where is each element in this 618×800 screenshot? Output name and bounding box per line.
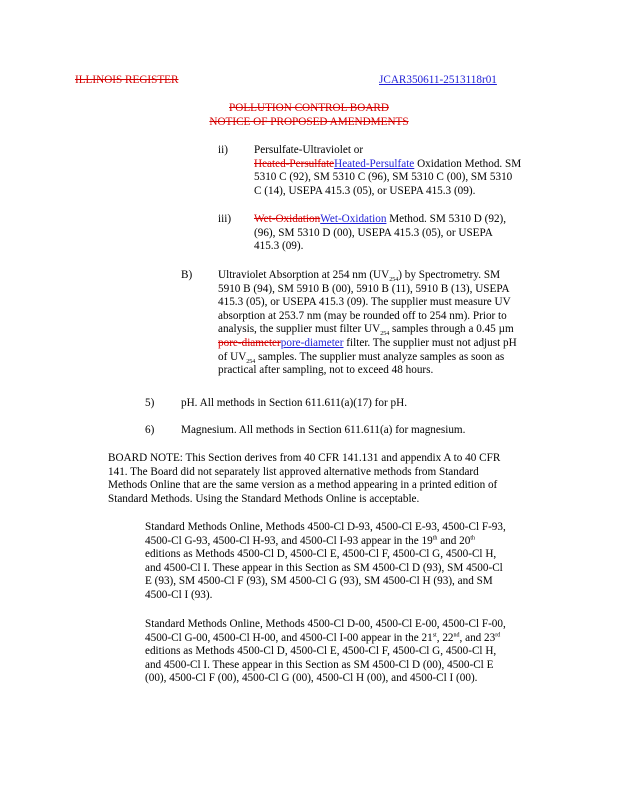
item-b-line: 5910 B (94), SM 5910 B (00), 5910 B (11), 5910 B (13), USEPA xyxy=(218,282,510,295)
text-run: Ultraviolet Absorption at 254 nm (UV xyxy=(218,269,390,281)
inserted-text: pore-diameter xyxy=(280,336,344,349)
item-b-line: practical after sampling, not to exceed 48 hours. xyxy=(218,364,434,377)
item-6-number: 6) xyxy=(145,424,155,436)
subscript: 254 xyxy=(246,358,256,365)
text-run: , and 23 xyxy=(459,631,496,644)
text-run: samples. The supplier must analyze samples as soon as xyxy=(255,350,505,363)
board-note-line: Standard Methods. Using the Standard Methods Online is acceptable. xyxy=(108,492,420,505)
inserted-text: Wet-Oxidation xyxy=(320,213,387,225)
item-iii-number: iii) xyxy=(218,213,232,225)
methods-paragraph-93 xyxy=(145,521,585,603)
item-b-number: B) xyxy=(181,269,193,281)
item-b-line xyxy=(218,269,578,283)
text-run: ) by Spectrometry. SM xyxy=(398,269,501,281)
superscript: th xyxy=(432,534,438,541)
paragraph-line xyxy=(145,535,585,549)
paragraph-line: editions as Methods 4500-Cl D, 4500-Cl E, 4500-Cl F, 4500-Cl G, 4500-Cl H, xyxy=(145,645,497,658)
register-header: ILLINOIS REGISTER xyxy=(75,74,179,86)
item-b-text xyxy=(218,269,578,378)
item-b-line: 415.3 (05), or USEPA 415.3 (09). The supplier must measure UV xyxy=(218,296,511,309)
item-6-text: Magnesium. All methods in Section 611.611(a) for magnesium. xyxy=(181,424,466,436)
item-iii-line: 415.3 (09). xyxy=(254,240,304,253)
item-5-text: pH. All methods in Section 611.611(a)(17) for pH. xyxy=(181,397,407,409)
paragraph-line: and 4500-Cl I. These appear in this Section as SM 4500-Cl D (93), SM 4500-Cl xyxy=(145,561,503,574)
text-run: of UV xyxy=(218,350,247,363)
paragraph-line xyxy=(145,632,585,646)
item-b-line xyxy=(218,323,578,337)
deleted-text: Wet-Oxidation xyxy=(254,213,321,225)
inserted-text: Heated-Persulfate xyxy=(334,157,415,170)
item-ii-number: ii) xyxy=(218,144,228,156)
item-5-number: 5) xyxy=(145,397,155,409)
item-b-line: absorption at 253.7 nm (may be rounded off to 254 nm). Prior to xyxy=(218,309,507,322)
board-note-line: BOARD NOTE: This Section derives from 40 CFR 141.131 and appendix A to 40 CFR xyxy=(108,452,501,464)
text-run: and 20 xyxy=(437,534,471,547)
board-note-line: Methods Online that are the same version as a method appearing in a printed edition of xyxy=(108,479,498,492)
paragraph-line: 4500-Cl I (93). xyxy=(145,588,213,601)
board-title: POLLUTION CONTROL BOARD xyxy=(229,102,389,114)
item-ii-line: Persulfate-Ultraviolet or xyxy=(254,144,364,156)
deleted-text: pore-diameter xyxy=(218,336,281,349)
board-note xyxy=(108,452,578,506)
text-run: samples through a 0.45 µm xyxy=(389,323,514,336)
paragraph-line: and 4500-Cl I. These appear in this Section as SM 4500-Cl D (00), 4500-Cl E xyxy=(145,658,494,671)
item-iii-text xyxy=(254,213,574,254)
item-ii-line: C (14), USEPA 415.3 (05), or USEPA 415.3 (09). xyxy=(254,184,476,197)
board-note-line: 141. The Board did not separately list approved alternative methods from Standard xyxy=(108,465,479,478)
item-iii-line xyxy=(254,213,574,227)
item-ii-line xyxy=(254,158,574,172)
paragraph-line: Standard Methods Online, Methods 4500-Cl D-00, 4500-Cl E-00, 4500-Cl F-00, xyxy=(145,618,506,630)
item-iii-rest: Method. SM 5310 D (92), xyxy=(386,213,507,225)
item-ii-line: 5310 C (92), SM 5310 C (96), SM 5310 C (00), SM 5310 xyxy=(254,171,513,184)
paragraph-line: E (93), SM 4500-Cl F (93), SM 4500-Cl G (93), SM 4500-Cl H (93), and SM xyxy=(145,575,493,588)
superscript: th xyxy=(470,534,475,541)
subscript: 254 xyxy=(380,331,390,338)
paragraph-line: editions as Methods 4500-Cl D, 4500-Cl E, 4500-Cl F, 4500-Cl G, 4500-Cl H, xyxy=(145,548,497,561)
text-run: 4500-Cl G-00, 4500-Cl H-00, and 4500-Cl I-00 appear in the 21 xyxy=(145,631,433,644)
item-b-line xyxy=(218,337,578,351)
text-run: , 22 xyxy=(436,631,454,644)
text-run: analysis, the supplier must filter UV xyxy=(218,323,381,336)
item-b-line xyxy=(218,351,578,365)
item-iii-line: (96), SM 5310 D (00), USEPA 415.3 (05), or USEPA xyxy=(254,226,493,239)
superscript: st xyxy=(432,631,437,638)
superscript: rd xyxy=(495,631,501,638)
paragraph-line: (00), 4500-Cl F (00), 4500-Cl G (00), 4500-Cl H (00), and 4500-Cl I (00). xyxy=(145,672,478,685)
methods-paragraph-00 xyxy=(145,618,585,686)
text-run: 4500-Cl G-93, 4500-Cl H-93, and 4500-Cl I-93 appear in the 19 xyxy=(145,534,433,547)
item-ii-rest: Oxidation Method. SM xyxy=(414,157,522,170)
paragraph-line: Standard Methods Online, Methods 4500-Cl D-93, 4500-Cl E-93, 4500-Cl F-93, xyxy=(145,521,506,533)
item-ii-text xyxy=(254,144,574,198)
superscript: nd xyxy=(453,631,460,638)
notice-title: NOTICE OF PROPOSED AMENDMENTS xyxy=(209,116,409,128)
subscript: 254 xyxy=(389,277,399,284)
deleted-text: Heated-Persulfate xyxy=(254,157,335,170)
text-run: filter. The supplier must not adjust pH xyxy=(343,336,517,349)
jcar-code: JCAR350611-2513118r01 xyxy=(379,74,497,86)
